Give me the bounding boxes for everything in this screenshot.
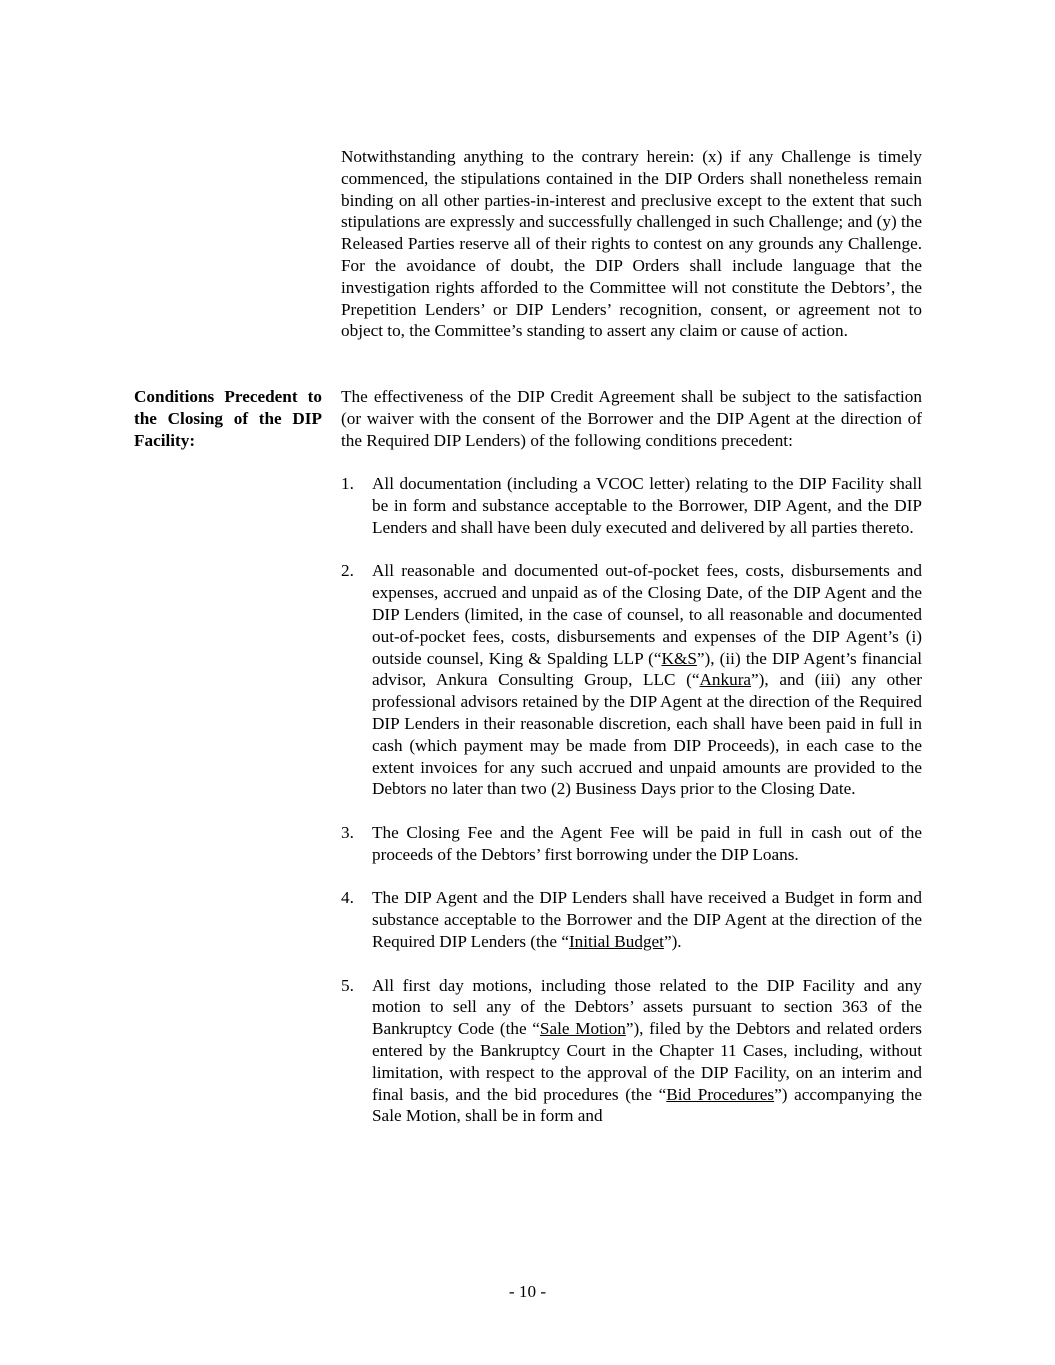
defined-term: Ankura [699, 670, 752, 690]
list-item [341, 473, 922, 538]
text-segment: ”). [663, 931, 682, 951]
text-segment: ”) accompanying the Sale Motion, shall be in form and [372, 1084, 922, 1126]
list-item-text [372, 473, 922, 538]
list-item-text [372, 560, 922, 800]
section-body [341, 386, 922, 1127]
defined-term: Sale Motion [539, 1019, 626, 1039]
list-item-number: 1. [341, 474, 354, 494]
text-segment: ”), (ii) the DIP Agent’s financial advisor, Ankura Consulting Group, LLC (“ [372, 648, 923, 690]
section-label: Conditions Precedent to the Closing of the DIP Facility: [134, 387, 322, 450]
list-item-text [372, 887, 922, 952]
text-segment: The DIP Agent and the DIP Lenders shall have received a Budget in form and substance acceptable to the Borrower and the DIP Agent at the direction of the Required DIP Lenders (the “ [372, 888, 922, 951]
list-item [341, 822, 922, 866]
text-segment: ”), filed by the Debtors and related orders entered by the Bankruptcy Court in the Chapter 11 Cases, including, without limitation, with respect to the approval of the DIP Facility, on an interim and final basis, and the bid procedures (the “ [372, 1019, 922, 1104]
defined-term: Bid Procedures [666, 1084, 775, 1104]
intro-paragraph: Notwithstanding anything to the contrary herein: (x) if any Challenge is timely commenced, the stipulations contained in the DIP Orders shall nonetheless remain binding on all other parties-in-interest and preclusive except to the extent that such stipulations are expressly and successfully challenged in such Challenge; and (y) the Released Parties reserve all of their rights to contest on any grounds any Challenge. For the avoidance of doubt, the DIP Orders shall include language that the investigation rights afforded to the Committee will not constitute the Debtors’, the Prepetition Lenders’ or DIP Lenders’ recognition, consent, or agreement not to object to, the Committee’s standing to assert any claim or cause of action. [341, 147, 922, 341]
list-item-text [372, 975, 922, 1128]
defined-term: Initial Budget [568, 931, 664, 951]
list-item [341, 887, 922, 952]
text-segment: All documentation (including a VCOC letter) relating to the DIP Facility shall be in form and substance acceptable to the Borrower, DIP Agent, and the DIP Lenders and shall have been duly executed and delivered by all parties thereto. [372, 474, 922, 537]
list-item-number: 3. [341, 822, 354, 842]
defined-term: K&S [661, 648, 697, 668]
text-segment: The Closing Fee and the Agent Fee will be paid in full in cash out of the proceeds of the Debtors’ first borrowing under the DIP Loans. [372, 822, 922, 864]
text-segment: All reasonable and documented out-of-pocket fees, costs, disbursements and expenses, accrued and unpaid as of the Closing Date, of the DIP Agent and the DIP Lenders (limited, in the case of counsel, to all reasonable and documented out-of-pocket fees, costs, disbursements and expenses of the DIP Agent’s (i) outside counsel, King & Spalding LLP (“ [372, 561, 922, 668]
section-lead-paragraph: The effectiveness of the DIP Credit Agreement shall be subject to the satisfaction (or waiver with the consent of the Borrower and the DIP Agent at the direction of the Required DIP Lenders) of the following conditions precedent: [341, 387, 922, 450]
conditions-list [341, 473, 922, 1127]
list-item-number: 2. [341, 561, 354, 581]
list-item-number: 5. [341, 975, 354, 995]
text-segment: ”), and (iii) any other professional advisors retained by the DIP Agent at the direction of the Required DIP Lenders in their reasonable discretion, each shall have been paid in full in cash (which payment may be made from DIP Proceeds), in each case to the extent invoices for any such accrued and unpaid amounts are provided to the Debtors no later than two (2) Business Days prior to the Closing Date. [372, 670, 922, 799]
list-item-text [372, 822, 922, 866]
page-number: - 10 - [508, 1282, 547, 1301]
list-item-number: 4. [341, 888, 354, 908]
text-segment: All first day motions, including those related to the DIP Facility and any motion to sell any of the Debtors’ assets pursuant to section 363 of the Bankruptcy Code (the “ [372, 975, 922, 1039]
list-item [341, 975, 922, 1128]
list-item [341, 560, 922, 800]
